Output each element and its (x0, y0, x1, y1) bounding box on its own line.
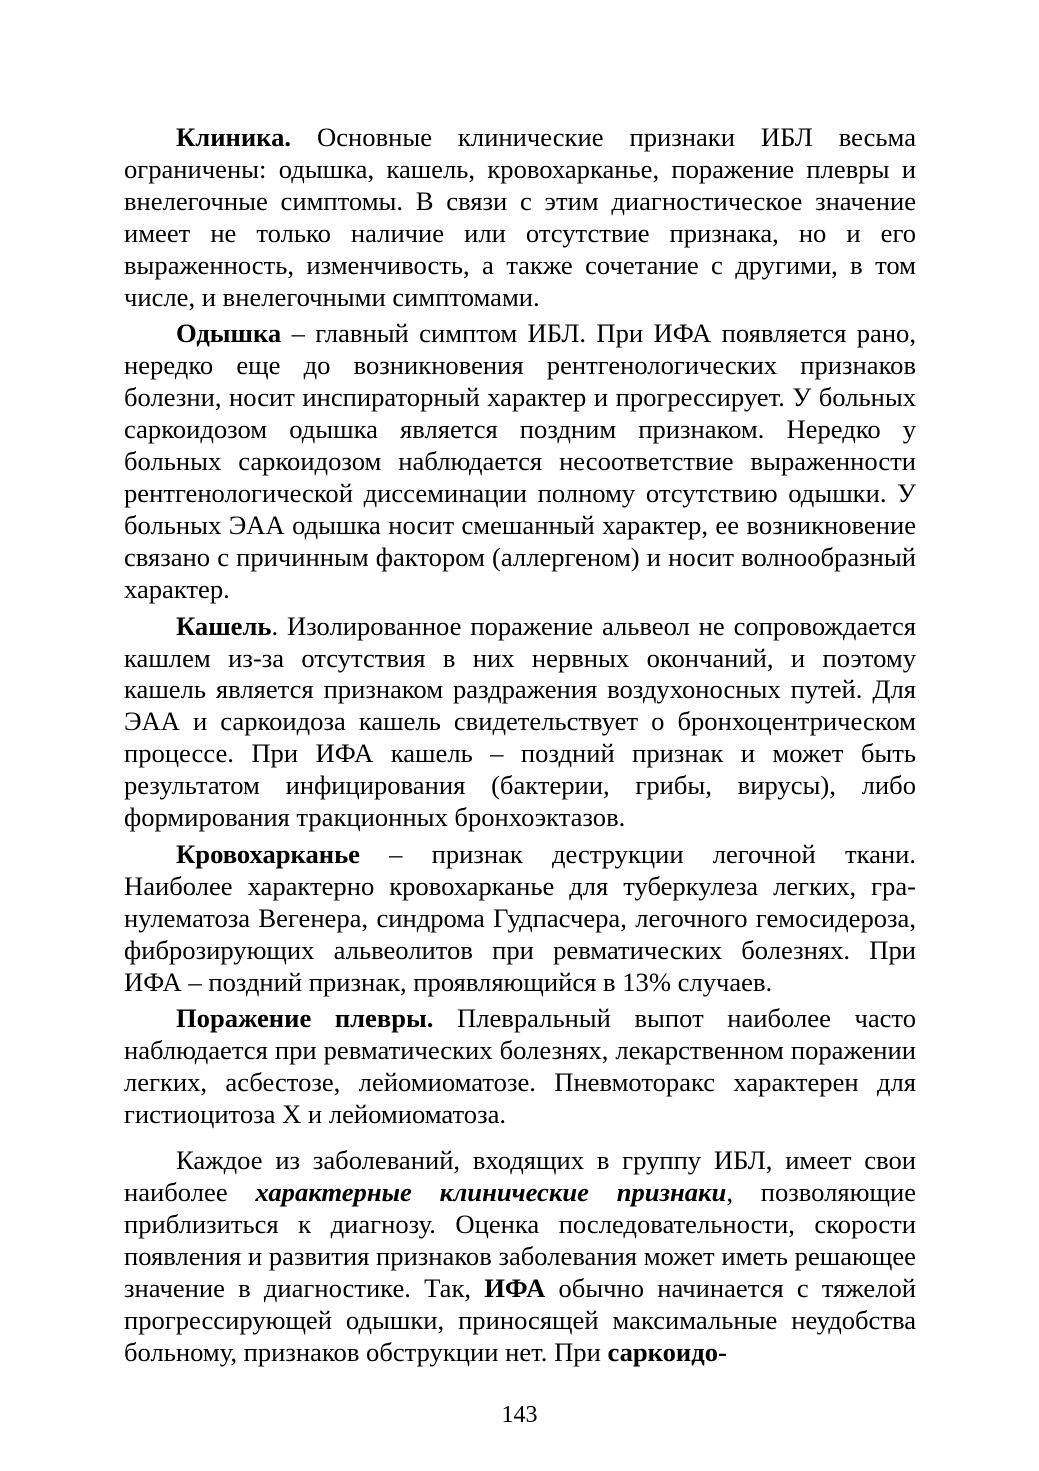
paragraph-text: . Изолированное поражение альвеол не сопровождается кашлем из-за отсутствия в них нервных окончаний, и поэтому кашель является признаком раздражения воздухоносных путей. Для ЭАА и саркоидоза кашель свидетельствует о бронхоцентрическом процессе. При ИФА кашель – поздний признак и может быть результатом инфицирования (бактерии, грибы, вирусы), либо формирования тракционных бронхоэктазов. (124, 610, 916, 833)
summary-text-3: обычно начинается с тяжелой прогрессирующей одышки, приносящей максимальные неудобства больному, признаков обструкции нет. При (124, 1272, 916, 1367)
heading-hemoptysis: Кровохарканье (176, 838, 360, 869)
heading-cough: Кашель (176, 610, 272, 641)
term-ifa: ИФА (484, 1272, 546, 1303)
summary-text-2: , позволяющие приблизиться к диагнозу. Оценка последовательности, скорости появления и развития признаков заболевания может иметь решающее значение в диагностике. Так, (124, 1177, 916, 1303)
heading-clinic: Клиника. (176, 122, 292, 152)
body-text (124, 122, 916, 1373)
emphasis-clinical-signs: характерные клинические признаки (255, 1177, 727, 1207)
paragraph-pleura (124, 1003, 916, 1131)
paragraph-text: Плевральный выпот наиболее часто наблюдается при ревматических болезнях, лекарственном поражении легких, асбестозе, лейомиоматозе. Пневмоторакс характерен для гистиоцитоза Х и лейомиоматоза. (124, 1003, 916, 1130)
paragraph-dyspnea (124, 318, 916, 605)
heading-pleura: Поражение плевры. (176, 1003, 434, 1034)
paragraph-summary (124, 1145, 916, 1368)
paragraph-text: – главный симптом ИБЛ. При ИФА появляется рано, нередко еще до возникновения рентгенологических признаков болезни, носит инспираторный характер и прогрессирует. У больных саркоидозом одышка является поздним признаком. Нередко у больных саркоидозом наблюдается несоответствие выраженности рентгенологической диссеминации полному отсутствию одышки. У больных ЭАА одышка носит смешанный характер, ее возникновение связано с причинным фактором (аллергеном) и носит волнообразный характер. (124, 318, 916, 604)
term-sarcoidosis: саркоидо- (607, 1336, 727, 1367)
paragraph-text: – признак деструкции легочной ткани. Наиболее характерно кровохарканье для туберкулеза легких, гранулематоза Вегенера, синдрома Гудпасчера, легочного гемосидероза, фиброзирующих альвеолитов при ревматических болезнях. При ИФА – поздний признак, проявляющийся в 13% случаев. (124, 838, 916, 997)
heading-dyspnea: Одышка (176, 318, 282, 349)
paragraph-text: Основные клинические признаки ИБЛ весьма ограничены: одышка, кашель, кровохарканье, поражение плевры и внелегочные симптомы. В связи с этим диагностическое значение имеет не только наличие или отсутствие признака, но и его выраженность, изменчивость, а также сочетание с другими, в том числе, и внелегочными симптомами. (124, 122, 916, 312)
paragraph-clinic (124, 122, 916, 313)
page-number: 143 (501, 1402, 538, 1428)
paragraph-hemoptysis (124, 839, 916, 999)
summary-text-1: Каждое из заболеваний, входящих в группу ИБЛ, имеет свои наиболее (124, 1145, 916, 1207)
paragraph-cough (124, 611, 916, 834)
